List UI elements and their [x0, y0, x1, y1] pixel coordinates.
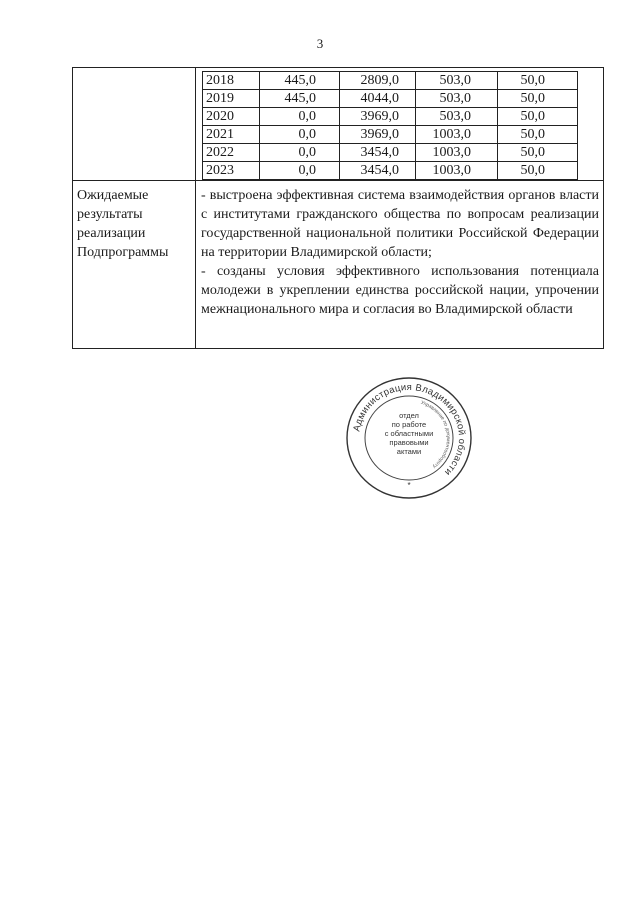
amount-cell: 0,0 [260, 108, 340, 126]
year-cell: 2020 [203, 108, 260, 126]
stamp-outer-text: Администрация Владимирской области [351, 381, 468, 478]
passport-table [72, 67, 604, 349]
results-text [201, 186, 599, 319]
amount-cell: 503,0 [416, 72, 498, 90]
amount-cell: 50,0 [498, 72, 578, 90]
official-stamp [345, 376, 473, 500]
results-label: Ожидаемые результаты реализации Подпрограммы [77, 188, 169, 260]
amount-cell: 4044,0 [340, 90, 416, 108]
amount-cell: 3454,0 [340, 144, 416, 162]
amount-cell: 0,0 [260, 126, 340, 144]
amount-cell: 503,0 [416, 90, 498, 108]
stamp-center-line: по работе [391, 420, 427, 429]
result-item: - созданы условия эффективного использования потенциала молодежи в укреплении единства российской нации, упрочении межнационального мира и согласия во Владимирской области [201, 264, 599, 317]
year-cell: 2018 [203, 72, 260, 90]
amount-cell: 3969,0 [340, 126, 416, 144]
page-number: 3 [316, 36, 324, 51]
stamp-star: * [407, 481, 411, 490]
amount-cell: 50,0 [498, 126, 578, 144]
table-row [203, 72, 578, 90]
amount-cell: 0,0 [260, 144, 340, 162]
amount-cell: 1003,0 [416, 144, 498, 162]
stamp-center-line: правовыми [389, 438, 429, 447]
year-cell: 2023 [203, 162, 260, 180]
stamp-center-line: отдел [399, 411, 419, 420]
amount-cell: 3454,0 [340, 162, 416, 180]
stamp-center-line: актами [396, 447, 422, 456]
table-row [203, 162, 578, 180]
table-row [203, 126, 578, 144]
result-item: - выстроена эффективная система взаимодействия органов власти с институтами гражданского общества по вопросам реализации государственной национальной политики Российской Федерации на территории Владимирской области; [201, 188, 599, 260]
table-row [203, 144, 578, 162]
amount-cell: 50,0 [498, 144, 578, 162]
table-row [203, 108, 578, 126]
table-row [203, 90, 578, 108]
row-divider [73, 180, 603, 181]
amount-cell: 50,0 [498, 90, 578, 108]
amount-cell: 0,0 [260, 162, 340, 180]
amount-cell: 2809,0 [340, 72, 416, 90]
year-cell: 2021 [203, 126, 260, 144]
amount-cell: 50,0 [498, 162, 578, 180]
amount-cell: 1003,0 [416, 126, 498, 144]
amount-cell: 1003,0 [416, 162, 498, 180]
year-cell: 2022 [203, 144, 260, 162]
column-divider [195, 68, 196, 348]
amount-cell: 503,0 [416, 108, 498, 126]
amount-cell: 445,0 [260, 90, 340, 108]
stamp-center-line: с областными [384, 429, 434, 438]
year-cell: 2019 [203, 90, 260, 108]
amount-cell: 3969,0 [340, 108, 416, 126]
amount-cell: 50,0 [498, 108, 578, 126]
stamp-inner-ring-text: Управление по документообороту [419, 399, 452, 470]
funding-table [202, 71, 578, 180]
amount-cell: 445,0 [260, 72, 340, 90]
